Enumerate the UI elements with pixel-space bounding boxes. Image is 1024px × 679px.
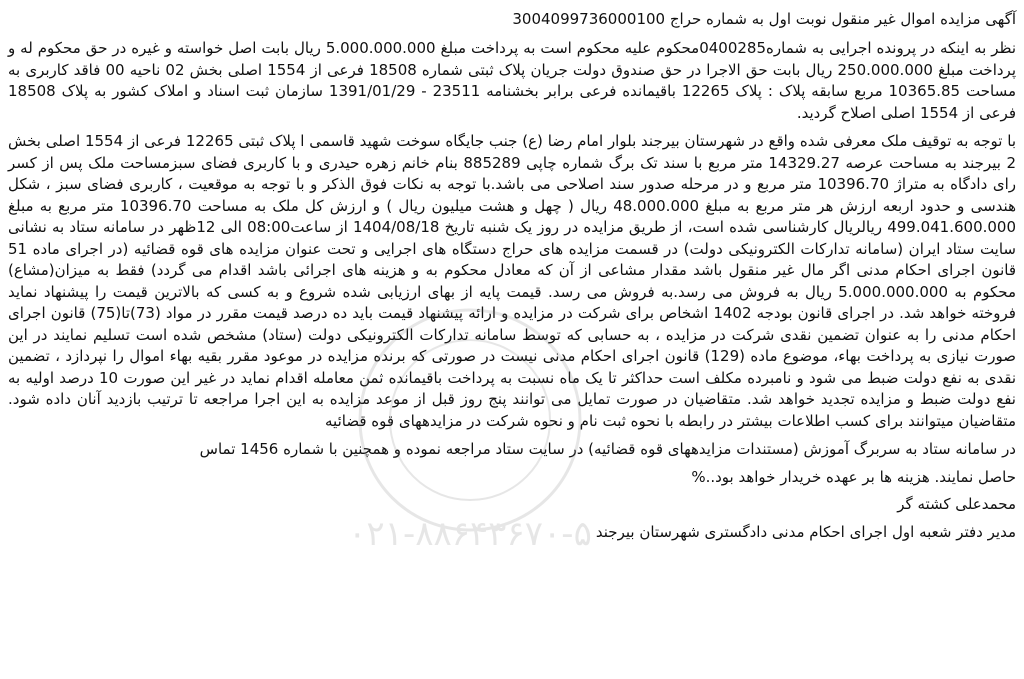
- notice-paragraph-intro: نظر به اینکه در پرونده اجرایی به شماره0400285محکوم علیه محکوم است به پرداخت مبلغ 5.000.000.000 ریال بابت اصل خواسته و غیره در حق محکوم له و پرداخت مبلغ 250.000.000 ریال بابت حق الاجرا در حق صندوق دولت جریان پلاک ثبتی شماره 18508 فرعی از 1554 اصلی بخش 02 ناحیه 00 فاقد کاربری به مساحت 10365.85 مربع سابقه پلاک : پلاک 12265 باقیمانده فرعی برابر بخشنامه 23511 - 1391/01/29 سازمان ثبت اسناد و املاک کشور به پلاک 18508 فرعی از 1554 اصلی اصلاح گردید.: [8, 39, 1016, 122]
- notice-line-costs: حاصل نمایند. هزینه ها بر عهده خریدار خواهد بود..%: [691, 467, 1016, 486]
- watermark-phone-text: ۰۲۱-۸۸۶۴۳۶۷۰-۵: [348, 514, 592, 554]
- notice-line-contact: در سامانه ستاد به سربرگ آموزش (مستندات مزایدههای قوه قضائیه) در سایت ستاد مراجعه نموده و همچنین با شماره 1456 تماس: [199, 440, 1016, 458]
- signatory-title: مدیر دفتر شعبه اول اجرای احکام مدنی دادگستری شهرستان بیرجند: [595, 522, 1016, 541]
- notice-title: آگهی مزایده اموال غیر منقول نوبت اول به شماره حراج 3004099736000100: [512, 10, 1016, 28]
- notice-paragraph-details: با توجه به توقیف ملک معرفی شده واقع در شهرستان بیرجند بلوار امام رضا (ع) جنب جایگاه سوخت شهید قاسمی ا پلاک ثبتی 12265 فرعی از 1554 اصلی بخش 2 بیرجند به مساحت عرصه 14329.27 متر مربع با سند تک برگ شماره چاپی 885289 بنام خانم زهره حیدری و با کاربری فضای سبزمساحت ملک پس از کسر رای دادگاه به متراژ 10396.70 متر مربع و در مرحله صدور سند اصلاحی می باشد.با توجه به نکات فوق الذکر و با توجه به موقعیت ، کاربری فضای سبز ، شکل هندسی و حدود اربعه ارزش هر متر مربع به مبلغ 48.000.000 ریال ( چهل و هشت میلیون ریال ) و ارزش کل ملک به مساحت 10396.70 متر مربع به مبلغ 499.041.600.000 ریالریال کارشناسی شده است، از طریق مزایده در روز یک شنبه تاریخ 1404/08/18 از ساعت08:00 الی 12ظهر در سامانه ستاد به نشانی سایت ستاد ایران (سامانه تدارکات الکترونیکی دولت) در قسمت مزایده های حراج دستگاه های اجرایی و تحت عنوان مزایده های قوه قضائیه (در اجرای ماده 51 قانون اجرای احکام مدنی اگر مال غیر منقول باشد مقدار مشاعی از آن که معادل محکوم به و هزینه های اجرائی باشد اقدام می گردد) فقط به میزان(مشاع) محکوم به 5.000.000.000 ریال به فروش می رسد.به فروش می رسد. قیمت پایه از بهای ارزیابی شده شروع و به کسی که بالاترین قیمت را پیشنهاد نماید فروخته خواهد شد. در اجرای قانون بودجه 1402 اشخاص برای شرکت در مزایده و ارائه پیشنهاد قیمت باید ده درصد قیمت مقرر در مواد (73)تا(75) قانون اجرای احکام مدنی را به عنوان تضمین نقدی شرکت در مزایده ، به حسابی که توسط سامانه تدارکات الکترونیکی دولت (ستاد) مشخص شده است تسلیم نمایند در این صورت نیازی به پرداخت بهاء، موضوع ماده (129) قانون اجرای احکام مدنی نیست در صورتی که برنده مزایده در موعود مقرر بقیه بهاء اموال را نپردازد ، تضمین نقدی به نفع دولت ضبط می شود و نامبرده مکلف است حداکثر تا یک ماه نسبت به پرداخت باقیمانده ثمن معامله اقدام نماید در غیر این صورت 10 درصد اولیه به نفع دولت ضبط و مزایده تجدید خواهد شد. متقاضیان در صورت تمایل می توانند پنج روز قبل از موعد مزایده به این اجرا مراجعه تا ترتیب بازدید آنان داده شود. متقاضیان میتوانند برای کسب اطلاعات بیشتر در رابطه با نحوه ثبت نام و نحوه شرکت در مزایدههای قوه قضائیه: [8, 132, 1017, 430]
- signatory-name: محمدعلی کشته گر: [897, 495, 1016, 513]
